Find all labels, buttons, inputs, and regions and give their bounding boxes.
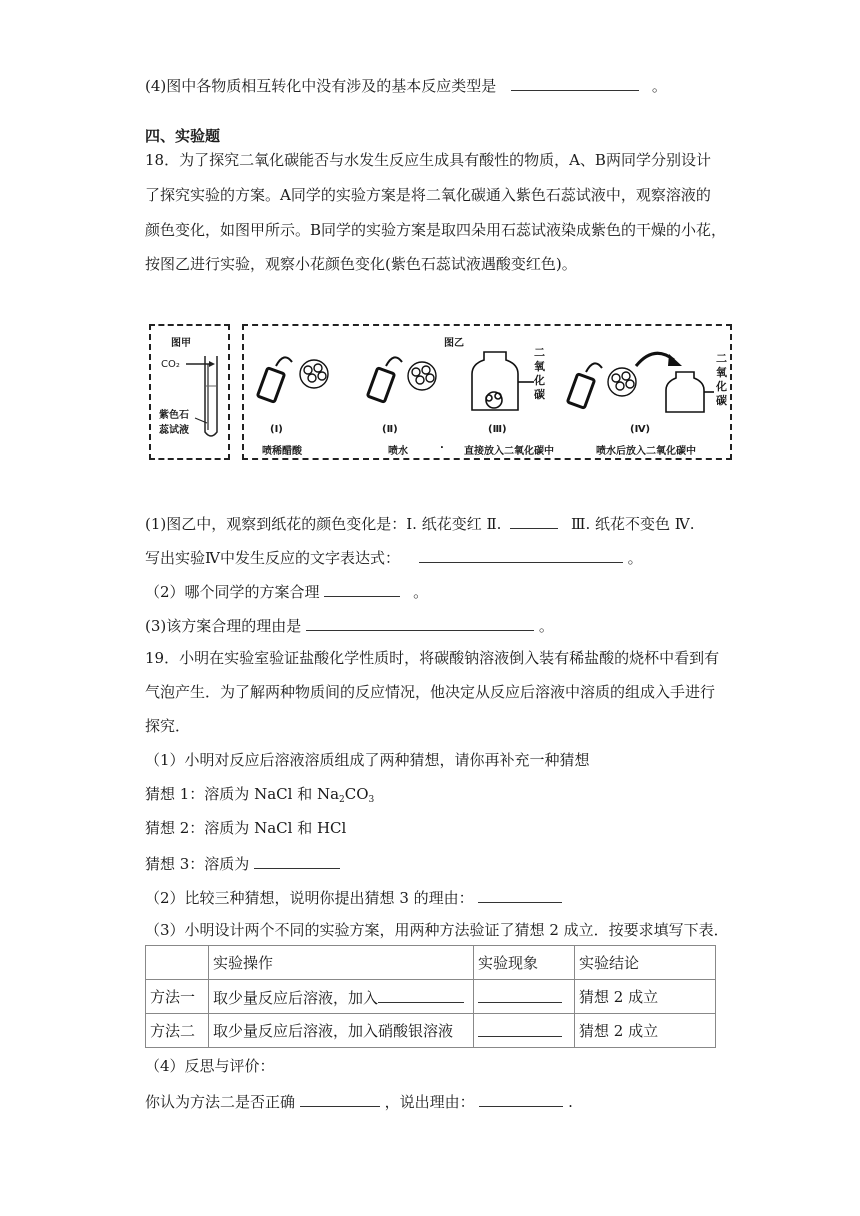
experiment-drawings — [244, 326, 730, 458]
q18-2-line — [145, 580, 428, 602]
table-row — [146, 980, 716, 1014]
q18-1-text-a: (1)图乙中，观察到纸花的颜色变化是：Ⅰ. 纸花变红 Ⅱ. — [145, 515, 502, 533]
method1-op-blank[interactable] — [378, 986, 464, 1003]
q19-p1: （1）小明对反应后溶液溶质组成了两种猜想，请你再补充一种猜想 — [145, 751, 590, 769]
q18-2-blank[interactable] — [324, 580, 400, 597]
q19-guess-3: 猜想 3：溶质为 — [145, 852, 340, 874]
caption-2: 喷水 — [388, 446, 408, 457]
flower-1-icon — [300, 360, 328, 388]
experiment-table — [145, 945, 716, 1048]
method-cell: 方法一 — [146, 980, 209, 1014]
operation-cell: 取少量反应后溶液，加入硝酸银溶液 — [209, 1014, 474, 1048]
q19-line-3: 探究． — [145, 717, 191, 735]
arrow-4-icon — [636, 353, 682, 366]
conclusion-cell: 猜想 2 成立 — [575, 980, 716, 1014]
q17-4-tail: 。 — [651, 77, 667, 95]
q17-4-line — [145, 74, 667, 96]
figure-jia-title: 图甲 — [171, 338, 191, 349]
table-header-row — [146, 946, 716, 980]
flower-4-icon — [608, 368, 636, 396]
q18-3-tail: 。 — [538, 617, 554, 635]
label-1: (Ⅰ) — [270, 424, 283, 435]
phenomenon-cell — [474, 1014, 575, 1048]
caption-3: 直接放入二氧化碳中 — [464, 446, 554, 457]
q19-line-2: 气泡产生．为了解两种物质间的反应情况，他决定从反应后溶液中溶质的组成入手进行 — [145, 683, 716, 701]
q19-guess-2: 猜想 2：溶质为 NaCl 和 HCl — [145, 819, 347, 837]
phenomenon-cell — [474, 980, 575, 1014]
q18-3-line — [145, 614, 554, 636]
q18-1-text-c: 写出实验Ⅳ中发生反应的文字表达式： — [145, 549, 400, 567]
q18-line-2: 了探究实验的方案。A同学的实验方案是将二氧化碳通入紫色石蕊试液中，观察溶液的 — [145, 186, 711, 204]
figure-yi-title: 图乙 — [444, 338, 464, 349]
q18-line-3: 颜色变化，如图甲所示。B同学的实验方案是取四朵用石蕊试液染成紫色的干燥的小花， — [145, 221, 727, 239]
label-4: (Ⅳ) — [630, 424, 651, 435]
q19-p4-blank-2[interactable] — [479, 1090, 563, 1107]
conclusion-cell: 猜想 2 成立 — [575, 1014, 716, 1048]
q17-4-blank[interactable] — [511, 74, 639, 91]
sprayer-2-icon — [367, 357, 402, 402]
q19-p3: （3）小明设计两个不同的实验方案，用两种方法验证了猜想 2 成立．按要求填写下表． — [145, 921, 729, 939]
caption-dot: . — [440, 440, 444, 451]
q18-1-line-a — [145, 512, 695, 534]
sprayer-4-icon — [567, 363, 602, 408]
q19-p2: （2）比较三种猜想，说明你提出猜想 3 的理由： — [145, 886, 562, 908]
q18-1-blank-eq[interactable] — [419, 546, 623, 563]
figure-jia-gas: CO₂ — [161, 359, 180, 370]
table-header-cell — [146, 946, 209, 980]
table-header-cell: 实验现象 — [474, 946, 575, 980]
figure-jia — [149, 324, 230, 460]
q18-1-text-b: Ⅲ. 纸花不变色 Ⅳ. — [571, 515, 695, 533]
q18-2-text: （2）哪个同学的方案合理 — [145, 583, 320, 601]
figure-yi — [242, 324, 732, 460]
label-2: (Ⅱ) — [382, 424, 398, 435]
method1-phenomenon-blank[interactable] — [478, 986, 562, 1003]
table-header-cell: 实验操作 — [209, 946, 474, 980]
table-header-cell: 实验结论 — [575, 946, 716, 980]
figure-jia-liquid-2: 蕊试液 — [159, 425, 189, 436]
co2-label-4: 二 氧 化 碳 — [716, 352, 727, 407]
q18-1-blank-ii[interactable] — [510, 512, 558, 529]
q18-1-tail: 。 — [627, 549, 643, 567]
q18-line-4: 按图乙进行实验，观察小花颜色变化(紫色石蕊试液遇酸变红色)。 — [145, 255, 577, 273]
co2-label-3: 二 氧 化 碳 — [534, 346, 545, 401]
q17-4-text: (4)图中各物质相互转化中没有涉及的基本反应类型是 — [145, 77, 497, 95]
jar-3-icon — [472, 352, 534, 410]
q19-guess-3-blank[interactable] — [254, 852, 340, 869]
method-cell: 方法二 — [146, 1014, 209, 1048]
q19-p4-line: 你认为方法二是否正确 ，说出理由： . — [145, 1090, 573, 1112]
q19-p4-blank-1[interactable] — [300, 1090, 380, 1107]
method2-phenomenon-blank[interactable] — [478, 1020, 562, 1037]
test-tube-drawing — [151, 326, 228, 458]
q18-line-1: 18．为了探究二氧化碳能否与水发生反应生成具有酸性的物质，A、B两同学分别设计 — [145, 151, 711, 169]
q19-p4: （4）反思与评价： — [145, 1057, 275, 1075]
q19-p2-blank[interactable] — [478, 886, 562, 903]
q18-2-tail: 。 — [413, 583, 429, 601]
section-title: 四、实验题 — [145, 127, 221, 145]
figure-jia-liquid-1: 紫色石 — [159, 410, 189, 421]
q19-guess-1: 猜想 1：溶质为 NaCl 和 $Na_2CO_3$ — [145, 785, 375, 805]
table-row — [146, 1014, 716, 1048]
caption-4: 喷水后放入二氧化碳中 — [596, 446, 696, 457]
label-3: (Ⅲ) — [488, 424, 507, 435]
sprayer-1-icon — [257, 357, 292, 402]
q18-3-blank[interactable] — [306, 614, 534, 631]
caption-1: 喷稀醋酸 — [262, 446, 302, 457]
q19-line-1: 19．小明在实验室验证盐酸化学性质时，将碳酸钠溶液倒入装有稀盐酸的烧杯中看到有 — [145, 649, 720, 667]
jar-4-icon — [666, 372, 714, 412]
q18-1-line-c — [145, 546, 643, 568]
flower-2-icon — [408, 362, 436, 390]
q18-3-text: (3)该方案合理的理由是 — [145, 617, 302, 635]
operation-cell: 取少量反应后溶液，加入 — [209, 980, 474, 1014]
